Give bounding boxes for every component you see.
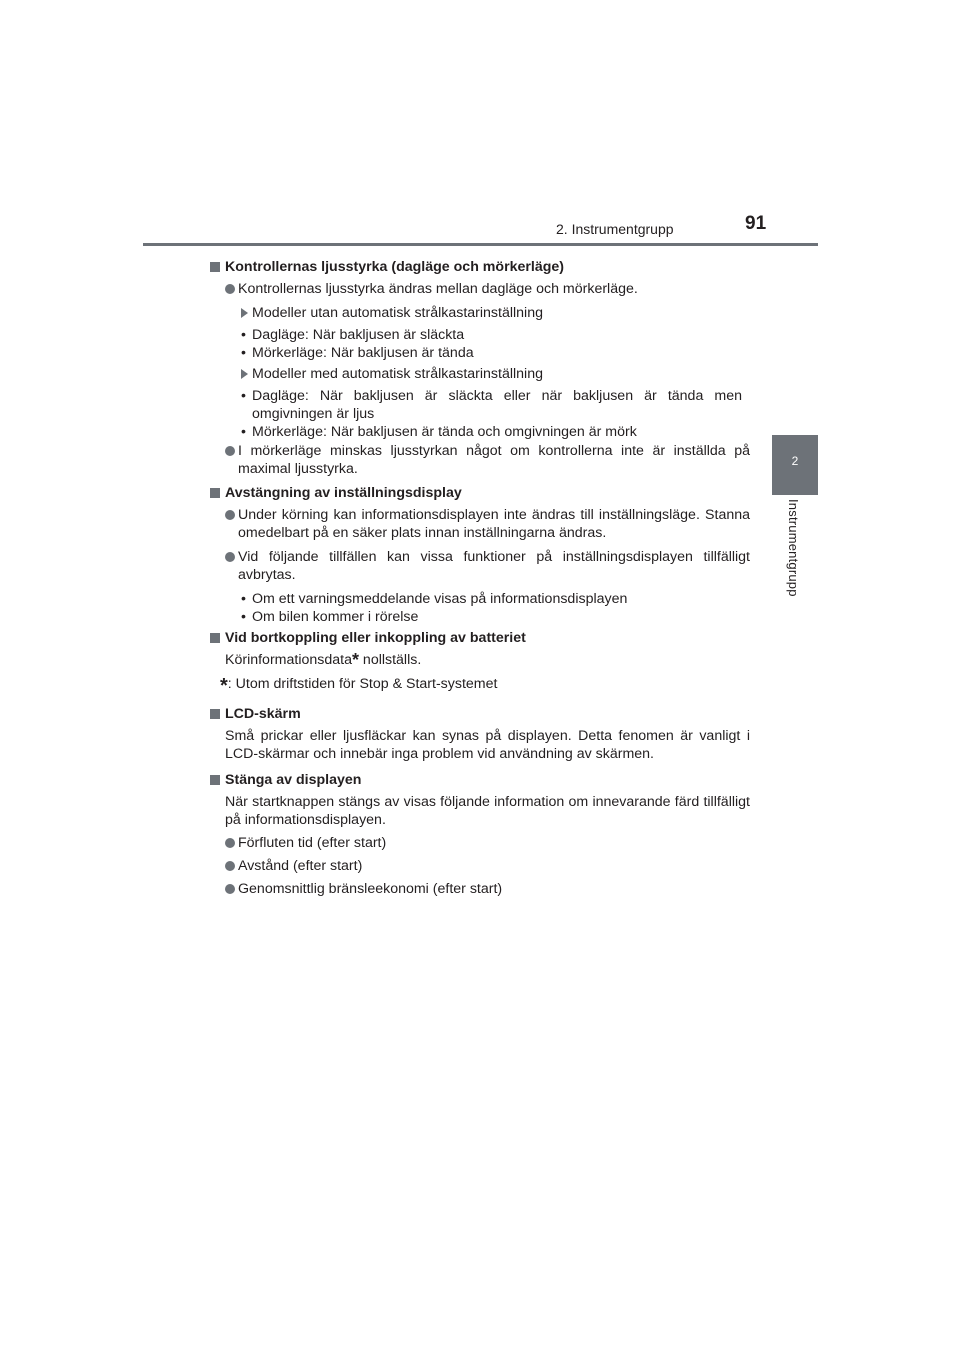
square-bullet-icon <box>210 709 220 719</box>
bullet-item: Kontrollernas ljusstyrka ändras mellan dagläge och mörkerläge. <box>210 280 750 298</box>
dash-item: • Om bilen kommer i rörelse <box>241 609 419 625</box>
circle-bullet-icon <box>225 284 235 294</box>
footnote-marker: * <box>351 650 359 670</box>
dash-item: • Mörkerläge: När bakljusen är tända och omgivningen är mörk <box>241 424 637 440</box>
section-heading: Avstängning av inställningsdisplay <box>210 484 750 502</box>
square-bullet-icon <box>210 633 220 643</box>
chapter-tab-label: Instrumentgrupp <box>786 499 801 597</box>
footnote-marker: * <box>220 675 228 697</box>
bullet-item: Avstånd (efter start) <box>210 857 750 875</box>
triangle-arrow-icon <box>241 308 248 318</box>
section-title: 2. Instrumentgrupp <box>556 221 674 237</box>
body-text: Körinformationsdata* nollställs. <box>225 650 422 670</box>
chapter-tab <box>772 435 818 495</box>
bullet-item: Vid följande tillfällen kan vissa funktioner på inställningsdisplayen tillfälligt avbrytas. <box>210 548 750 584</box>
dash-item: • Dagläge: När bakljusen är släckta <box>241 327 465 343</box>
square-bullet-icon <box>210 262 220 272</box>
section-heading: Vid bortkoppling eller inkoppling av batteriet <box>210 629 750 647</box>
model-variant-heading: Modeller utan automatisk strålkastarinställning <box>210 304 750 322</box>
dash-item: • Dagläge: När bakljusen är släckta eller när bakljusen är tända men omgivningen är ljus <box>241 388 742 422</box>
page-content <box>210 254 750 898</box>
chapter-tab-number: 2 <box>791 454 799 468</box>
section-heading: Kontrollernas ljusstyrka (dagläge och mörkerläge) <box>210 258 750 276</box>
circle-bullet-icon <box>225 552 235 562</box>
body-text: Små prickar eller ljusfläckar kan synas på displayen. Detta fenomen är vanligt i LCD-skärmar och innebär inga problem vid användning av skärmen. <box>225 728 750 762</box>
dash-item: • Om ett varningsmeddelande visas på informationsdisplayen <box>241 591 628 607</box>
footnote: *: Utom driftstiden för Stop & Start-systemet <box>220 675 498 697</box>
square-bullet-icon <box>210 775 220 785</box>
model-variant-heading: Modeller med automatisk strålkastarinställning <box>210 365 750 383</box>
circle-bullet-icon <box>225 446 235 456</box>
square-bullet-icon <box>210 488 220 498</box>
bullet-item: Genomsnittlig bränsleekonomi (efter start) <box>210 880 750 898</box>
header-divider <box>143 243 818 246</box>
bullet-item: I mörkerläge minskas ljusstyrkan något om kontrollerna inte är inställda på maximal ljusstyrka. <box>210 442 750 478</box>
body-text: När startknappen stängs av visas följande information om innevarande färd tillfälligt på informationsdisplayen. <box>225 794 750 828</box>
triangle-arrow-icon <box>241 369 248 379</box>
circle-bullet-icon <box>225 884 235 894</box>
bullet-item: Förfluten tid (efter start) <box>210 834 750 852</box>
chapter-tab-label-box <box>786 499 808 619</box>
section-heading: Stänga av displayen <box>210 771 750 789</box>
circle-bullet-icon <box>225 861 235 871</box>
page-number: 91 <box>745 213 767 234</box>
dash-item: • Mörkerläge: När bakljusen är tända <box>241 345 474 361</box>
circle-bullet-icon <box>225 510 235 520</box>
bullet-item: Under körning kan informationsdisplayen inte ändras till inställningsläge. Stanna omedelbart på en säker plats innan inställningarna ändras. <box>210 506 750 542</box>
section-heading: LCD-skärm <box>210 705 750 723</box>
circle-bullet-icon <box>225 838 235 848</box>
